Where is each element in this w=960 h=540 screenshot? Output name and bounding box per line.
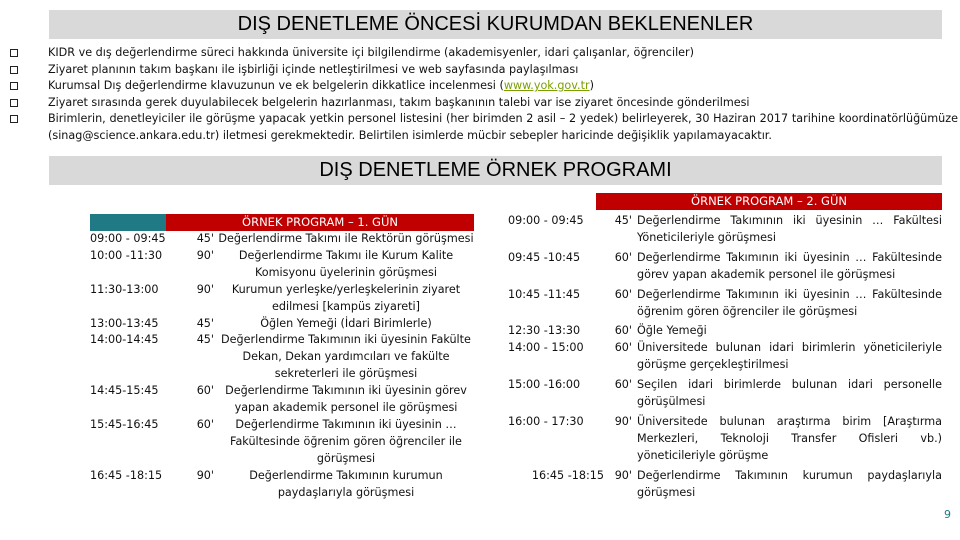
table-row bbox=[508, 411, 942, 465]
checkbox-bullet-icon bbox=[10, 115, 18, 123]
list-item-text: Ziyaret planının takım başkanı ile işbirliği içinde netleştirilmesi ve web sayfasında paylaşılması bbox=[48, 62, 579, 76]
schedule-duration: 60' bbox=[614, 341, 632, 355]
schedule-activity: Değerlendirme Takımının iki üyesinin görev yapan akademik personel ile görüşmesi bbox=[225, 384, 467, 415]
schedule-duration: 90' bbox=[196, 248, 214, 262]
schedule-duration: 45' bbox=[196, 316, 214, 330]
expectations-list bbox=[10, 45, 958, 144]
list-item-text: Kurumsal Dış değerlendirme klavuzunun ve ek belgelerin dikkatlice incelenmesi ( bbox=[48, 79, 504, 92]
yok-website-link[interactable]: www.yok.gov.tr bbox=[503, 79, 590, 92]
schedule-activity: Değerlendirme Takımının kurumun paydaşlarıyla görüşmesi bbox=[637, 468, 942, 499]
schedule-duration: 90' bbox=[614, 414, 632, 428]
schedule-time: 14:45-15:45 bbox=[90, 384, 159, 398]
schedule-time: 09:00 - 09:45 bbox=[508, 214, 584, 227]
list-item bbox=[10, 95, 958, 112]
schedule-time: 16:45 -18:15 bbox=[90, 468, 163, 482]
section-title-pre-audit: DIŞ DENETLEME ÖNCESİ KURUMDAN BEKLENENLER bbox=[49, 10, 942, 39]
program-day1-title: ÖRNEK PROGRAM – 1. GÜN bbox=[166, 214, 474, 231]
table-row bbox=[508, 320, 942, 340]
schedule-time: 13:00-13:45 bbox=[90, 316, 159, 330]
program-day2 bbox=[508, 193, 942, 502]
checkbox-bullet-icon bbox=[10, 99, 18, 107]
program-day1-header bbox=[90, 214, 474, 231]
table-row bbox=[90, 248, 474, 282]
list-item bbox=[10, 111, 958, 144]
schedule-activity: Öğlen Yemeği (İdari Birimlerle) bbox=[260, 316, 432, 330]
schedule-duration: 45' bbox=[614, 214, 632, 227]
header-accent bbox=[90, 214, 166, 231]
schedule-duration: 60' bbox=[614, 324, 632, 338]
schedule-time: 09:45 -10:45 bbox=[508, 250, 581, 264]
checkbox-bullet-icon bbox=[10, 82, 18, 90]
table-row bbox=[90, 468, 474, 502]
schedule-time: 14:00-14:45 bbox=[90, 333, 159, 347]
schedule-time: 10:00 -11:30 bbox=[90, 248, 163, 262]
schedule-duration: 60' bbox=[614, 287, 632, 301]
schedule-activity: Değerlendirme Takımının iki üyesinin Fakülte Dekan, Dekan yardımcıları ve fakülte sekreterleri ile görüşmesi bbox=[221, 333, 471, 381]
schedule-duration: 45' bbox=[196, 232, 214, 245]
schedule-time: 15:00 -16:00 bbox=[508, 378, 581, 392]
schedule-activity: Değerlendirme Takımının iki üyesinin … Fakültesinde öğrenim gören öğrenciler ile görüşmesi bbox=[637, 287, 942, 318]
schedule-time: 09:00 - 09:45 bbox=[90, 232, 166, 245]
schedule-activity: Öğle Yemeği bbox=[637, 324, 707, 338]
table-row bbox=[90, 417, 474, 468]
table-row bbox=[508, 247, 942, 284]
schedule-activity: Seçilen idari birimlerde bulunan idari personelle görüşülmesi bbox=[637, 378, 942, 409]
section-title-program: DIŞ DENETLEME ÖRNEK PROGRAMI bbox=[49, 156, 942, 185]
schedule-duration: 60' bbox=[196, 417, 214, 431]
table-row bbox=[90, 282, 474, 316]
table-row bbox=[90, 316, 474, 333]
program-day2-table bbox=[508, 210, 942, 502]
schedule-time: 14:00 - 15:00 bbox=[508, 341, 584, 355]
program-day1-table bbox=[90, 231, 474, 502]
table-row bbox=[90, 383, 474, 417]
schedule-activity: Değerlendirme Takımının kurumun paydaşlarıyla görüşmesi bbox=[249, 468, 443, 499]
checkbox-bullet-icon bbox=[10, 49, 18, 57]
table-row bbox=[508, 284, 942, 321]
schedule-activity: Değerlendirme Takımının iki üyesinin … Fakültesinde öğrenim gören öğrenciler ile görüşmesi bbox=[230, 417, 462, 465]
list-item-text: Birimlerin, denetleyiciler ile görüşme yapacak yetkin personel listesini (her birimden 2 asil – 2 yedek) belirleyerek, 30 Haziran 2017 tarihine koordinatörlüğümüze (sinag@science.ankara.edu.tr) iletmesi gerekmektedir. Belirtilen isimlerde mücbir sebepler haricinde değişiklik yapılamayacaktır. bbox=[48, 112, 958, 142]
schedule-duration: 60' bbox=[614, 378, 632, 392]
schedule-time: 11:30-13:00 bbox=[90, 282, 159, 296]
table-row bbox=[90, 231, 474, 248]
list-item-text: Ziyaret sırasında gerek duyulabilecek belgelerin hazırlanması, takım başkanının talebi var ise ziyaret öncesinde gönderilmesi bbox=[48, 95, 750, 109]
list-item-text: KIDR ve dış değerlendirme süreci hakkında üniversite içi bilgilendirme (akademisyenler, idari çalışanlar, öğrenciler) bbox=[48, 46, 695, 59]
schedule-time: 15:45-16:45 bbox=[90, 417, 159, 431]
schedule-duration: 90' bbox=[614, 468, 632, 482]
list-item-text: ) bbox=[589, 79, 594, 92]
checkbox-bullet-icon bbox=[10, 66, 18, 74]
schedule-duration: 90' bbox=[196, 468, 214, 482]
program-day2-title: ÖRNEK PROGRAM – 2. GÜN bbox=[596, 193, 942, 210]
list-item bbox=[10, 45, 958, 62]
schedule-activity: Değerlendirme Takımı ile Kurum Kalite Komisyonu üyelerinin görüşmesi bbox=[238, 248, 454, 279]
list-item bbox=[10, 78, 958, 95]
table-row bbox=[508, 210, 942, 247]
program-day1 bbox=[90, 214, 474, 502]
schedule-time: 16:00 - 17:30 bbox=[508, 414, 584, 428]
table-row bbox=[508, 374, 942, 411]
schedule-activity: Üniversitede bulunan araştırma birim [Araştırma Merkezleri, Teknoloji Transfer Ofisleri vb.) yöneticileriyle görüşme bbox=[637, 414, 942, 462]
schedule-duration: 45' bbox=[196, 333, 214, 347]
schedule-activity: Değerlendirme Takımı ile Rektörün görüşmesi bbox=[218, 232, 474, 245]
schedule-time: 16:45 -18:15 bbox=[531, 468, 604, 482]
page-number: 9 bbox=[944, 508, 951, 521]
schedule-activity: Kurumun yerleşke/yerleşkelerinin ziyaret edilmesi [kampüs ziyareti] bbox=[231, 282, 461, 313]
table-row bbox=[508, 465, 942, 502]
schedule-time: 12:30 -13:30 bbox=[508, 324, 581, 338]
schedule-activity: Üniversitede bulunan idari birimlerin yöneticileriyle görüşme gerçekleştirilmesi bbox=[637, 341, 942, 372]
table-row bbox=[90, 332, 474, 383]
schedule-time: 10:45 -11:45 bbox=[508, 287, 581, 301]
schedule-activity: Değerlendirme Takımının iki üyesinin … Fakültesi Yöneticileriyle görüşmesi bbox=[637, 214, 942, 244]
schedule-duration: 60' bbox=[614, 250, 632, 264]
schedule-activity: Değerlendirme Takımının iki üyesinin … Fakültesinde görev yapan akademik personel ile görüşmesi bbox=[637, 250, 942, 281]
schedule-duration: 90' bbox=[196, 282, 214, 296]
schedule-duration: 60' bbox=[196, 384, 214, 398]
list-item bbox=[10, 62, 958, 79]
table-row bbox=[508, 340, 942, 374]
